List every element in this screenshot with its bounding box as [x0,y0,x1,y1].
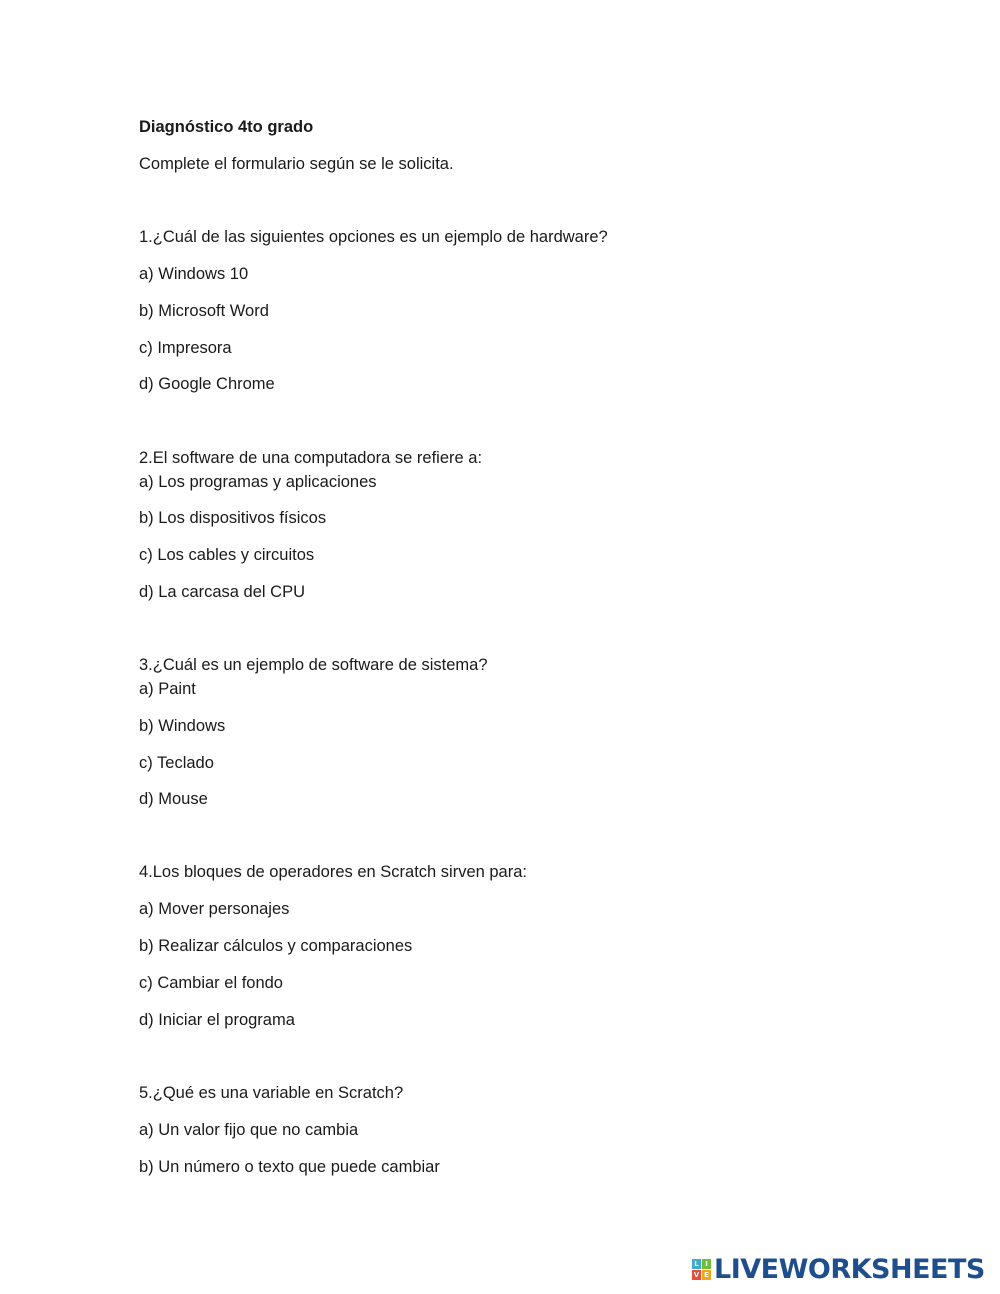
question-1-prompt: 1.¿Cuál de las siguientes opciones es un ejemplo de hardware? [139,228,608,246]
logo-mark-letter: E [702,1270,711,1280]
question-5-option-b[interactable]: b) Un número o texto que puede cambiar [139,1158,440,1176]
logo-mark-letter: L [692,1259,701,1269]
logo-mark-letter: I [702,1259,711,1269]
logo-mark-icon [692,1259,711,1280]
question-3-option-b[interactable]: b) Windows [139,717,226,735]
question-1-option-c[interactable]: c) Impresora [139,339,232,357]
logo-mark-letter: V [693,1270,700,1279]
question-1-option-d[interactable]: d) Google Chrome [139,375,275,393]
logo-text: LIVEWORKSHEETS [714,1253,985,1285]
question-4-option-d[interactable]: d) Iniciar el programa [139,1011,295,1029]
question-3-prompt: 3.¿Cuál es un ejemplo de software de sistema? [139,656,488,674]
page-title: Diagnóstico 4to grado [139,118,314,136]
question-4-option-c[interactable]: c) Cambiar el fondo [139,974,283,992]
question-5-prompt: 5.¿Qué es una variable en Scratch? [139,1084,404,1102]
question-5-option-a[interactable]: a) Un valor fijo que no cambia [139,1121,359,1139]
question-4-prompt: 4.Los bloques de operadores en Scratch sirven para: [139,863,527,881]
question-4-option-b[interactable]: b) Realizar cálculos y comparaciones [139,937,413,955]
question-2-option-b[interactable]: b) Los dispositivos físicos [139,509,327,527]
question-1-option-a[interactable]: a) Windows 10 [139,265,249,283]
question-3-option-a[interactable]: a) Paint [139,680,196,698]
instructions: Complete el formulario según se le solicita. [139,155,454,173]
question-2-option-a[interactable]: a) Los programas y aplicaciones [139,473,377,491]
question-1-option-b[interactable]: b) Microsoft Word [139,302,269,320]
liveworksheets-logo [692,1254,985,1284]
question-3-option-d[interactable]: d) Mouse [139,790,208,808]
question-4-option-a[interactable]: a) Mover personajes [139,900,290,918]
question-3-option-c[interactable]: c) Teclado [139,754,214,772]
question-2-prompt: 2.El software de una computadora se refiere a: [139,449,483,467]
question-2-option-d[interactable]: d) La carcasa del CPU [139,583,305,601]
question-2-option-c[interactable]: c) Los cables y circuitos [139,546,315,564]
